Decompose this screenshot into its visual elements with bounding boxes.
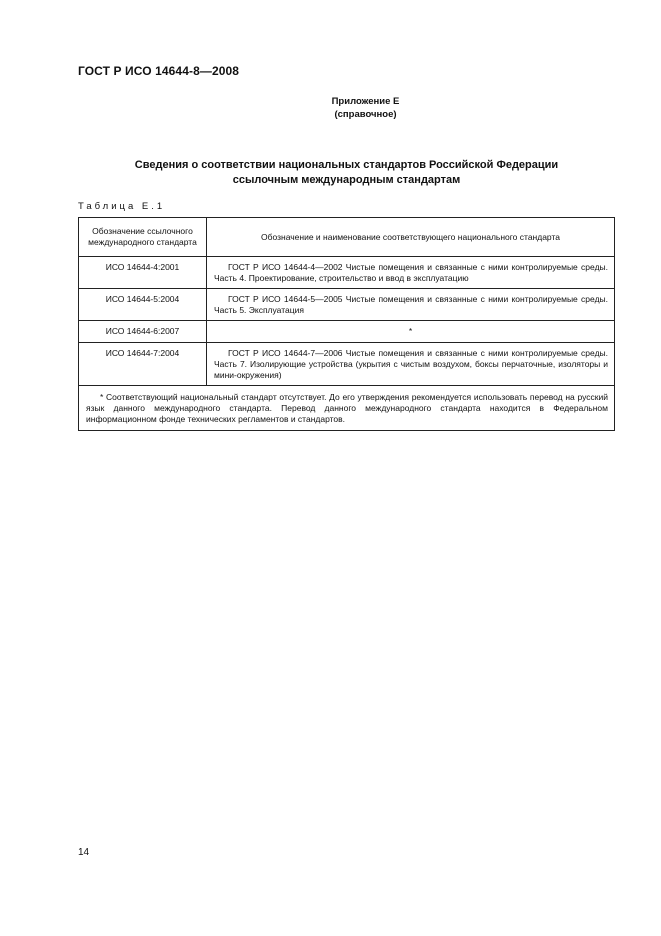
column-header-national: Обозначение и наименование соответствующего национального стандарта bbox=[207, 218, 615, 257]
table-footnote bbox=[79, 386, 615, 431]
table-footnote-text: * Соответствующий национальный стандарт отсутствует. До его утверждения рекомендуется использовать перевод на русский язык данного международного стандарта. Перевод данного международного стандарта находится в Федеральном информационном фонде технических регламентов и стандартов. bbox=[86, 392, 608, 424]
national-standard-cell: * bbox=[207, 321, 615, 343]
annex-heading bbox=[0, 95, 661, 121]
international-standard-cell: ИСО 14644-7:2004 bbox=[79, 343, 207, 386]
table-row bbox=[79, 257, 615, 289]
table-header-row bbox=[79, 218, 615, 257]
annex-title: Приложение Е bbox=[331, 96, 400, 107]
table-footnote-row bbox=[79, 386, 615, 431]
national-standard-text: ГОСТ Р ИСО 14644-7—2006 Чистые помещения и связанные с ними контролируемые среды. Часть 7. Изолирующие устройства (укрытия с чистым воздухом, боксы перчаточные, изоляторы и мини-окружения) bbox=[214, 348, 608, 380]
correspondence-table bbox=[78, 217, 615, 431]
table-row bbox=[79, 289, 615, 321]
national-standard-cell bbox=[207, 289, 615, 321]
annex-subtitle: (справочное) bbox=[334, 109, 397, 120]
table-row bbox=[79, 343, 615, 386]
international-standard-cell: ИСО 14644-5:2004 bbox=[79, 289, 207, 321]
table-row bbox=[79, 321, 615, 343]
section-title-line-2: ссылочным международным стандартам bbox=[232, 174, 461, 186]
section-title bbox=[78, 158, 615, 188]
international-standard-cell: ИСО 14644-4:2001 bbox=[79, 257, 207, 289]
section-title-line-1: Сведения о соответствии национальных стандартов Российской Федерации bbox=[134, 159, 559, 171]
national-standard-text: ГОСТ Р ИСО 14644-5—2005 Чистые помещения и связанные с ними контролируемые среды. Часть 5. Эксплуатация bbox=[214, 294, 608, 315]
document-header: ГОСТ Р ИСО 14644-8—2008 bbox=[78, 64, 240, 78]
national-standard-text: ГОСТ Р ИСО 14644-4—2002 Чистые помещения и связанные с ними контролируемые среды. Часть 4. Проектирование, строительство и ввод в эксплуатацию bbox=[214, 262, 608, 283]
page-number: 14 bbox=[78, 847, 90, 858]
international-standard-cell: ИСО 14644-6:2007 bbox=[79, 321, 207, 343]
national-standard-cell bbox=[207, 257, 615, 289]
national-standard-cell bbox=[207, 343, 615, 386]
column-header-international: Обозначение ссылочного международного стандарта bbox=[79, 218, 207, 257]
table-label: Таблица Е.1 bbox=[78, 201, 166, 212]
